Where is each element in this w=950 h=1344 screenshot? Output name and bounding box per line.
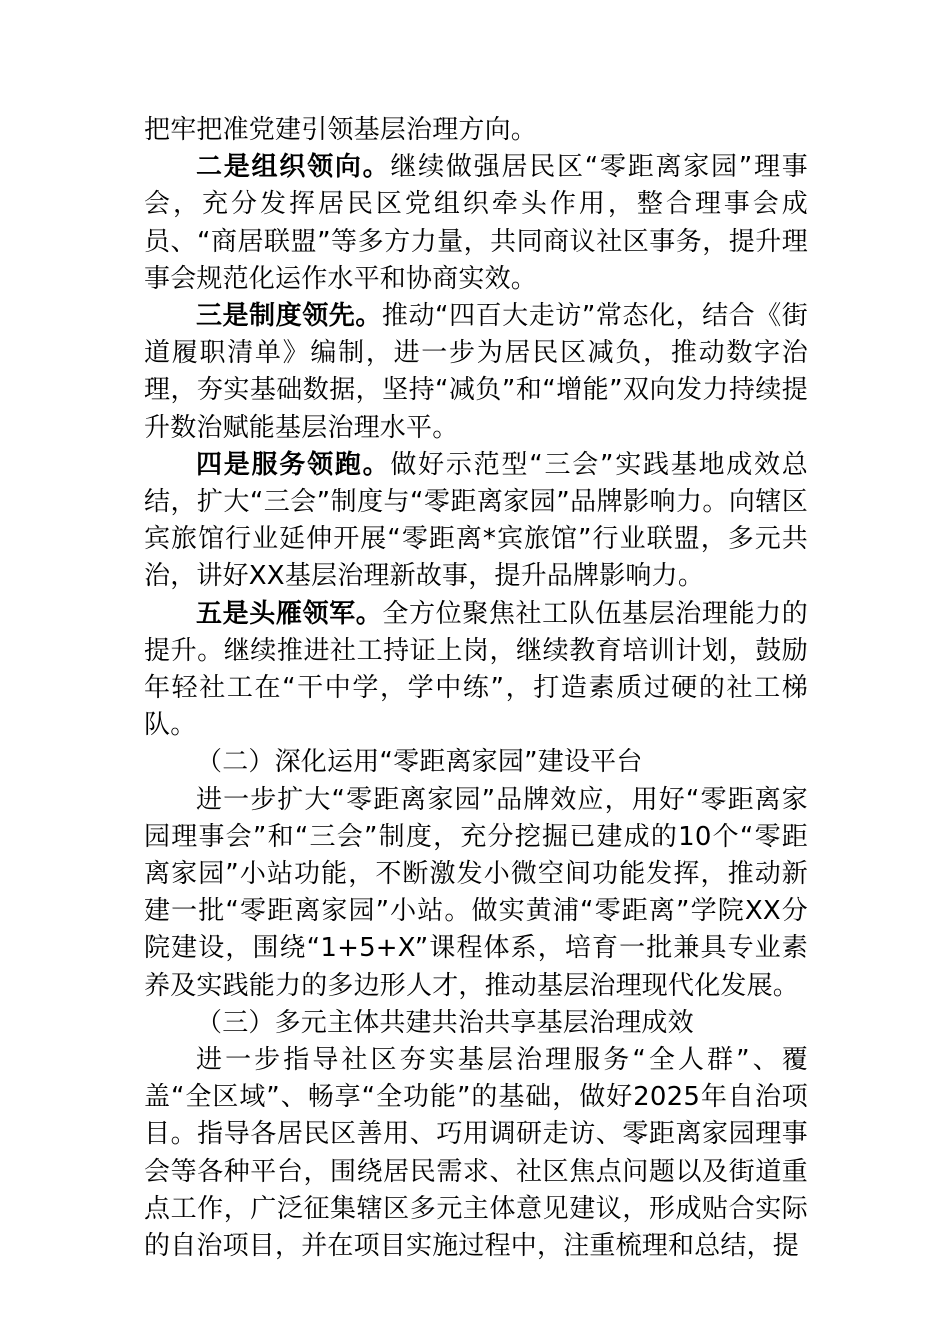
paragraph-text: 推动“四百大走访”常态化，结合《街道履职清单》编制，进一步为居民区减负，推动数字治理，夯实基础数据，坚持“减负”和“增能”双向发力持续提升数治赋能基层治理水平。 xyxy=(144,301,809,443)
paragraph-governance xyxy=(144,1042,808,1265)
paragraph-platform xyxy=(144,782,808,1005)
paragraph-organization xyxy=(144,149,808,298)
paragraph-text: 进一步指导社区夯实基层治理服务“全人群”、覆盖“全区域”、畅享“全功能”的基础，做好2025年自治项目。指导各居民区善用、巧用调研走访、零距离家园理事会等各种平台，围绕居民需求、社区焦点问题以及街道重点工作，广泛征集辖区多元主体意见建议，形成贴合实际的自治项目，并在项目实施过程中，注重梳理和总结，提 xyxy=(144,1045,808,1262)
paragraph-lead: 三是制度领先。 xyxy=(196,301,382,332)
paragraph-lead: 二是组织领向。 xyxy=(196,152,391,183)
heading-text: （三）多元主体共建共治共享基层治理成效 xyxy=(196,1007,694,1038)
paragraph-continuation xyxy=(144,112,808,149)
heading-text: （二）深化运用“零距离家园”建设平台 xyxy=(196,747,643,778)
paragraph-system xyxy=(144,298,808,447)
paragraph-text: 把牢把准党建引领基层治理方向。 xyxy=(144,115,538,145)
paragraph-lead: 五是头雁领军。 xyxy=(196,598,383,629)
paragraph-text: 全方位聚焦社工队伍基层治理能力的提升。继续推进社工持证上岗，继续教育培训计划，鼓励年轻社工在“干中学，学中练”，打造素质过硬的社工梯队。 xyxy=(144,598,808,741)
paragraph-text: 做好示范型“三会”实践基地成效总结，扩大“三会”制度与“零距离家园”品牌影响力。向辖区宾旅馆行业延伸开展“零距离*宾旅馆”行业联盟，多元共治，讲好XX基层治理新故事，提升品牌影响力。 xyxy=(144,449,809,592)
paragraph-lead: 四是服务领跑。 xyxy=(196,449,391,480)
section-heading-2 xyxy=(144,744,808,781)
paragraph-text: 进一步扩大“零距离家园”品牌效应，用好“零距离家园理事会”和“三会”制度，充分挖掘已建成的10个“零距离家园”小站功能，不断激发小微空间功能发挥，推动新建一批“零距离家园”小站。做实黄浦“零距离”学院XX分院建设，围绕“1+5+X”课程体系，培育一批兼具专业素养及实践能力的多边形人才，推动基层治理现代化发展。 xyxy=(144,784,808,1001)
paragraph-service xyxy=(144,447,808,596)
section-heading-3 xyxy=(144,1005,808,1042)
paragraph-leadership xyxy=(144,596,808,745)
paragraph-text: 继续做强居民区“零距离家园”理事会，充分发挥居民区党组织牵头作用，整合理事会成员、“商居联盟”等多方力量，共同商议社区事务，提升理事会规范化运作水平和协商实效。 xyxy=(144,152,809,294)
document-page xyxy=(144,112,808,1265)
